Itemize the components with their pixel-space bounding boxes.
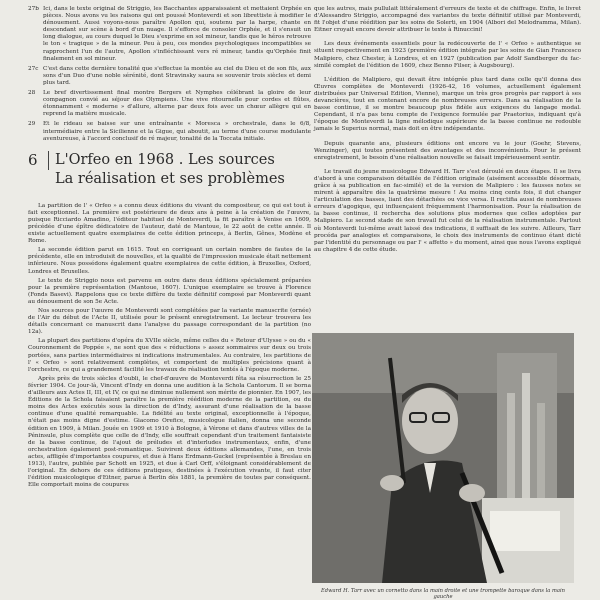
body-paragraph: La plupart des partitions d'opéra du XVIIe siècle, même celles du « Retour d'Ulysse » ou du « Couronnement de Poppée », ne sont que des « réductions » assez sommaires sur deux ou trois portées, sans parties intermédiaires ni indications instrumentales. Au contraire, les partitions de l' « Orfeo » sont relativement complètes, et comportent de multiples précisions quant à l'orchestre, ce qui a grandement facilité les travaux de réalisation tentés à l'époque moderne. [28,338,311,373]
photo-caption: Edward H. Tarr avec un cornetto dans la main droite et une trompette baroque dans la main gauche [321,588,565,600]
footnote-number: 27b [28,6,39,12]
right-column [314,6,581,256]
footnote [28,66,311,87]
footnote [28,90,311,118]
body-paragraph: La seconde édition parut en 1615. Tout en corrigeant un certain nombre de fautes de la précédente, elle en introduisit de nouvelles, et la qualité de l'impression musicale était nettement inférieure. Nous possédons également quatre exemplaires de cette édition, à Bruxelles, Oxford, Londres et Bruxelles. [28,247,311,275]
footnote-number: 28 [28,90,36,97]
body-paragraph: que les autres, mais pullulait littéralement d'erreurs de texte et de chiffrage. Enfin, le livret d'Alessandro Striggio, accompagné des variantes du texte définitif utilisé par Monteverdi, fit l'objet d'une réédition par les soins de Solerti, en 1904 (Albori del Melodramma, Milan). Eitner croyait encore devoir attribuer le texte à Rinuccini! [314,6,581,34]
footnote-text: C'est dans cette dernière tonalité que s'effectue la montée au ciel du Dieu et de son fils, aux sons d'un Duo d'une noble sérénité, dont Stravinsky saura se souvenir trois siècles et demi plus tard. [43,65,311,86]
body-paragraph: Nos sources pour l'œuvre de Monteverdi sont complétées par la variante manuscrite (ornée) de l'Air du début de l'Acte II, utilisée pour le présent enregistrement. Le lecteur trouvera les détails concernant ce manuscrit dans l'analyse du passage correspondant de la partition (no 12a). [28,308,311,336]
body-paragraph: Les deux événements essentiels pour la redécouverte de l' « Orfeo » authentique se situent respectivement en 1923 (première édition intégrale par les soins de Gian Francesco Malipiero, chez Chester, à Londres, et en 1927 (publication par Adolf Sandberger du fac-similé complet de l'édition de 1609, chez Benno Filser, à Augsbourg). [314,41,581,69]
body-paragraph: Après près de trois siècles d'oubli, le chef-d'œuvre de Monteverdi fêta sa résurrection le 25 février 1904. Ce jour-là, Vincent d'Indy en donna une audition à la Schola Cantorum. Il se borna d'ailleurs aux Actes II, III, et IV, ce qui ne diminue nullement son mérite de pionnier. En 1907, les Éditions de la Schola faisaient paraître la première réédition moderne de la partition, ou du moins des Actes exécutés sous la direction de d'Indy, assurant d'une réalisation de la basse continue d'une qualité remarquable. La fidélité au texte original, exceptionnelle à l'époque, n'était pas moins digne d'estime. Giacomo Orefice, musicologue italien, donna une seconde édition en 1909, à Milan. Jouée en 1909 et 1910 à Bologne, à Vérone et dans d'autres villes de la Péninsule, plus complète que celle de d'Indy, elle souffrait cependant d'un traitement fantaisiste de la basse continue, de l'ajout de préludes et d'interludes instrumentaux, enfin, d'une orchestration également post-romantique. Suivirent deux éditions allemandes, l'une, en trois actes, affligée d'importantes coupures, et due à Hans Erdmann-Guckel (représentée à Breslau en 1913), l'autre, publiée par Schott en 1925, et due à Carl Orff, s'éloignant considérablement de l'original. En dehors de ces éditions pratiques, destinées à l'exécution vivante, il faut citer l'édition musicologique d'Eitner, parue à Berlin dès 1881, la première de toutes par conséquent. Elle comportait moins de coupures [28,375,311,489]
section-title-line-1: L'Orfeo en 1968 . Les sources [55,151,275,168]
footnote-text: Le bref divertissement final montre Bergers et Nymphes célébrant la gloire de leur compagnon convié au séjour des Olympiens. Une vive ritournelle pour cordes et flûtes, étonnamment « moderne » d'allure, alterne par deux fois avec un chœur allègre qui en reprend la matière musicale. [43,90,311,118]
footnote [28,121,311,142]
body-paragraph: L'édition de Malipiero, qui devait être intégrée plus tard dans celle qu'il donna des Œuvres complètes de Monteverdi (1926-42, 16 volumes, actuellement également distribuées par Universal Edition, Vienne), marque un très gros progrès par rapport à ses devancières, tout en contenant encore de nombreuses erreurs. Dans sa réalisation de la basse continue, il se montre beaucoup plus fidèle aux exigences du langage modal. Cependant, il n'a pas tenu compte de l'exigence formulée par Praetorius, indiquant qu'à l'époque de Monteverdi la ligne mélodique supérieure de la basse continue ne redouble jamais le Superius normal, mais doit en être indépendante. [314,76,581,133]
photo-illustration [312,333,574,583]
left-column [28,6,311,491]
body-paragraph: La partition de l' « Orfeo » a connu deux éditions du vivant du compositeur, ce qui est tout à fait exceptionnel. La première est postérieure de deux ans à peine à la création de l'œuvre, puisque Ricciardo Amadino, l'éditeur habituel de Monteverdi, la fit paraître à Venise en 1609, précédée d'une épître dédicatoire de l'auteur, daté de Mantoue, le 22 août de cette année. Il existe actuellement quatre exemplaires de cette édition princeps, à Berlin, Gênes, Modène et Rome. [28,202,311,245]
body-paragraph: Le texte de Striggio nous est parvenu en outre dans deux éditions spécialement préparées pour la première représentation (Mantoue, 1607). L'unique exemplaire se trouve à Florence (Fonds Basevi). Rappelons que ce texte diffère du texte définitif composé par Monteverdi quant au dénouement de son 5e Acte. [28,277,311,305]
footnote-number: 29 [28,121,36,128]
section-title-line-2: La réalisation et ses problèmes [55,170,285,187]
portrait-photo [312,333,574,583]
footnote-text: Et le rideau se baisse sur une entraînante « Moresca » orchestrale, dans le 6/8, intermédiaire entre la Sicilienne et la Gigue, qui aboutit, au terme d'une course modulante aventureuse, à l'accord conclusif de ré majeur, tonalité de la Toccata initiale. [43,121,311,142]
section-number: 6 [28,151,49,170]
footnote-text: Ici, dans le texte original de Striggio, les Bacchantes apparaissaient et mettaient Orphée en pièces. Nous avons vu les raisons qui ont poussé Monteverdi et son librettiste à modifier le dénouement. Aussi voyons-nous paraître Apollon qui, soutenu par la harpe, chante en descendant sur scène à bord d'un nuage. Il s'efforce de consoler Orphée, et il s'ensuit un long dialogue, au cours duquel le Dieu s'exprime en sol mineur, tandis que le héros retrouve le ton « tragique » de la mineur. Peu à peu, ces mondes psychologiques incompatibles se rapprochent l'un de l'autre, Apollon s'infléchissant vers ré mineur, tandis qu'Orphée finit finalement en sol mineur. [43,6,311,62]
footnote [28,6,311,63]
section-heading [28,151,311,189]
body-paragraph: Le travail du jeune musicologue Edward H. Tarr s'est déroulé en deux étapes. Il se livra d'abord à une comparaison détaillée de l'édition originale (aisément accessible désormais, grâce à sa publication en fac-similé) et de la version de Malipiero : les fausses notes se mirent à apparaître dès la quatrième mesure ! Au moins cinq cents fois, il dut changer l'articulation des basses, liant des détachées ou vice versa. Il rectifia aussi de nombreuses erreurs d'agogique, qui influençaient fréquemment l'harmonisation. Pour la réalisation de la basse continue, il rechercha des solutions plus modernes que celles adoptées par Malipiero. Le second stade de son travail fut celui de la réalisation instrumentale. Partout où Monteverdi lui-même avait laissé des indications, il suffisait de les suivre. Ailleurs, Tarr procéda par analogies et comparaisons, le choix des instruments de continuo étant dicté par l'identité du personnage ou par l' « affetto » du moment, ainsi que nous l'avons expliqué au chapitre 4 de cette étude. [314,168,581,253]
body-paragraph: Depuis quarante ans, plusieurs éditions ont encore vu le jour (Goehr, Stevens, Wenzinger), qui toutes présentent des avantages et des inconvénients. Pour le présent enregistrement, le besoin d'une réalisation nouvelle se faisait impérieusement sentir. [314,140,581,161]
footnote-number: 27c [28,65,39,72]
